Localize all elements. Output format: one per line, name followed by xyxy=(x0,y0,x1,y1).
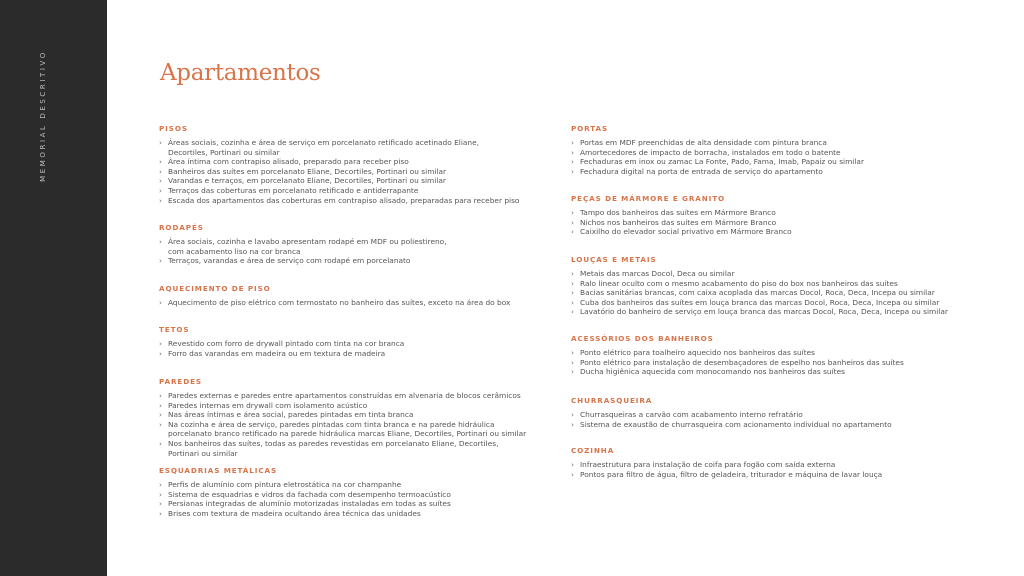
bullet-icon: › xyxy=(159,400,162,410)
list-item xyxy=(571,227,1011,237)
list-item-text: Revestido com forro de drywall pintado com tinta na cor branca xyxy=(168,339,405,348)
bullet-icon: › xyxy=(159,256,162,266)
list-item-text: Sistema de esquadrias e vidros da fachada com desempenho termoacústico xyxy=(168,489,451,499)
sidebar xyxy=(0,0,107,576)
list-item-text: Banheiros das suítes em porcelanato Eliane, Decortiles, Portinari ou similar xyxy=(168,166,447,176)
list-item xyxy=(159,138,559,148)
list-item xyxy=(159,449,559,459)
list-item-text: Tampo dos banheiros das suítes em Mármore Branco xyxy=(580,208,776,217)
section-pisos xyxy=(159,124,559,205)
bullet-icon: › xyxy=(571,278,574,288)
list-item xyxy=(571,298,1011,308)
list-item-text: Amortecedores de impacto de borracha, instalados em todo o batente xyxy=(580,147,841,157)
list-item xyxy=(159,247,559,257)
list-item-text: Aquecimento de piso elétrico com termostato no banheiro das suítes, exceto na área do box xyxy=(168,298,511,307)
list-item-text: Metais das marcas Docol, Deca ou similar xyxy=(580,269,735,278)
list-item xyxy=(571,358,1011,368)
list-item-text: Ralo linear oculto com o mesmo acabamento do piso do box nos banheiros das suítes xyxy=(580,278,898,288)
list-item xyxy=(571,167,1011,177)
list-item-text: Cuba dos banheiros das suítes em louça branca das marcas Docol, Roca, Deca, Incepa ou similar xyxy=(580,297,940,307)
section-heading: AQUECIMENTO DE PISO xyxy=(159,284,271,293)
list-item xyxy=(159,410,559,420)
list-item-text: Varandas e terraços, em porcelanato Eliane, Decortiles, Portinari ou similar xyxy=(168,176,446,186)
bullet-icon: › xyxy=(159,176,162,186)
list-item-text: Terraços das coberturas em porcelanato retificado e antiderrapante xyxy=(168,185,419,195)
page-title: Apartamentos xyxy=(160,60,321,86)
list-item-text: Paredes internas em drywall com isolamento acústico xyxy=(168,400,368,410)
bullet-icon: › xyxy=(571,217,574,227)
list-item xyxy=(159,256,559,266)
list-item xyxy=(159,196,559,206)
list-item xyxy=(159,499,559,509)
item-list xyxy=(571,460,1011,479)
list-item xyxy=(159,176,559,186)
bullet-icon: › xyxy=(571,269,574,278)
section-heading: TETOS xyxy=(159,325,190,334)
bullet-icon: › xyxy=(571,138,574,147)
bullet-icon: › xyxy=(159,348,162,358)
section-tetos xyxy=(159,325,559,358)
item-list xyxy=(571,410,1011,429)
list-item xyxy=(159,439,559,449)
list-item-text: Caixilho do elevador social privativo em Mármore Branco xyxy=(580,227,792,237)
list-item-text: Área sociais, cozinha e lavabo apresentam rodapé em MDF ou poliestireno, xyxy=(168,237,447,246)
list-item-text: Ponto elétrico para toalheiro aquecido nos banheiros das suítes xyxy=(580,348,816,357)
list-item xyxy=(159,509,559,519)
item-list xyxy=(159,138,559,205)
item-list xyxy=(571,208,1011,237)
list-item-text: Churrasqueiras a carvão com acabamento interno refratário xyxy=(580,410,803,419)
list-item xyxy=(159,429,559,439)
bullet-icon: › xyxy=(571,367,574,377)
list-item xyxy=(571,138,1011,148)
list-item xyxy=(159,148,559,158)
sidebar-label: MEMORIAL DESCRITIVO xyxy=(39,50,47,182)
section-acessorios-dos-banheiros xyxy=(571,334,1011,377)
list-item-text: Portas em MDF preenchidas de alta densidade com pintura branca xyxy=(580,138,827,147)
section-heading: CHURRASQUEIRA xyxy=(571,396,653,405)
list-item-text: Terraços, varandas e área de serviço com rodapé em porcelanato xyxy=(168,256,411,266)
bullet-icon: › xyxy=(571,307,574,317)
bullet-icon: › xyxy=(159,438,162,448)
section-heading: PISOS xyxy=(159,124,188,133)
list-item xyxy=(571,420,1011,430)
list-item-text: Persianas integradas de alumínio motorizadas instaladas em todas as suítes xyxy=(168,499,451,509)
list-item-text: Área íntima com contrapiso alisado, preparado para receber piso xyxy=(168,157,409,167)
bullet-icon: › xyxy=(571,410,574,419)
item-list xyxy=(159,391,559,458)
list-item xyxy=(159,339,559,349)
list-item xyxy=(571,157,1011,167)
bullet-icon: › xyxy=(159,138,162,147)
list-item xyxy=(159,490,559,500)
list-item-text: Ponto elétrico para instalação de desembaçadores de espelho nos banheiros das suítes xyxy=(580,357,904,367)
bullet-icon: › xyxy=(571,348,574,357)
section-churrasqueira xyxy=(571,396,1011,429)
section-pecas-de-marmore-e-granito xyxy=(571,194,1011,237)
section-heading: PEÇAS DE MÁRMORE E GRANITO xyxy=(571,194,726,203)
list-item-text: Portinari ou similar xyxy=(168,448,238,458)
list-item-text: Brises com textura de madeira ocultando área técnica das unidades xyxy=(168,508,421,518)
list-item xyxy=(571,470,1011,480)
bullet-icon: › xyxy=(571,460,574,469)
list-item-text: Perfis de alumínio com pintura eletrostática na cor champanhe xyxy=(168,480,402,489)
list-item-text: Fechadura digital na porta de entrada de serviço do apartamento xyxy=(580,166,823,176)
list-item xyxy=(159,349,559,359)
list-item xyxy=(571,307,1011,317)
item-list xyxy=(159,237,559,266)
bullet-icon: › xyxy=(159,298,162,307)
list-item xyxy=(571,460,1011,470)
item-list xyxy=(159,339,559,358)
list-item-text: Pontos para filtro de água, filtro de geladeira, triturador e máquina de lavar louça xyxy=(580,469,883,479)
list-item-text: Ducha higiênica aquecida com monocomando nos banheiros das suítes xyxy=(580,367,845,377)
list-item-text: Nas áreas íntimas e área social, paredes pintadas em tinta branca xyxy=(168,410,414,420)
section-heading: PAREDES xyxy=(159,377,202,386)
bullet-icon: › xyxy=(571,297,574,307)
bullet-icon: › xyxy=(159,339,162,348)
list-item xyxy=(159,237,559,247)
list-item xyxy=(159,391,559,401)
item-list xyxy=(159,480,559,518)
list-item-text: Decortiles, Portinari ou similar xyxy=(168,147,280,157)
bullet-icon: › xyxy=(159,166,162,176)
section-heading: LOUÇAS E METAIS xyxy=(571,255,657,264)
bullet-icon: › xyxy=(571,157,574,167)
list-item-text: Infraestrutura para instalação de coifa para fogão com saída externa xyxy=(580,460,836,469)
section-heading: PORTAS xyxy=(571,124,609,133)
section-heading: ACESSÓRIOS DOS BANHEIROS xyxy=(571,334,714,343)
section-aquecimento-de-piso xyxy=(159,284,559,308)
list-item-text: Lavatório do banheiro de serviço em louça branca das marcas Docol, Roca, Deca, Incepa ou similar xyxy=(580,307,948,317)
list-item xyxy=(159,186,559,196)
bullet-icon: › xyxy=(571,357,574,367)
list-item-text: Nos banheiros das suítes, todas as paredes revestidas em porcelanato Eliane, Decortiles, xyxy=(168,438,499,448)
list-item xyxy=(159,480,559,490)
list-item-text: Áreas sociais, cozinha e área de serviço em porcelanato retificado acetinado Eliane, xyxy=(168,138,479,147)
list-item xyxy=(571,148,1011,158)
bullet-icon: › xyxy=(159,185,162,195)
list-item xyxy=(571,410,1011,420)
section-esquadrias-metalicas xyxy=(159,466,559,518)
list-item xyxy=(159,157,559,167)
list-item-text: Sistema de exaustão de churrasqueira com acionamento individual no apartamento xyxy=(580,419,892,429)
bullet-icon: › xyxy=(571,469,574,479)
bullet-icon: › xyxy=(159,391,162,400)
list-item xyxy=(571,279,1011,289)
bullet-icon: › xyxy=(571,288,574,298)
bullet-icon: › xyxy=(159,157,162,167)
list-item xyxy=(571,218,1011,228)
bullet-icon: › xyxy=(159,489,162,499)
section-heading: RODAPÉS xyxy=(159,223,204,232)
bullet-icon: › xyxy=(571,147,574,157)
list-item xyxy=(571,288,1011,298)
list-item xyxy=(571,208,1011,218)
list-item-text: Na cozinha e área de serviço, paredes pintadas com tinta branca e na parede hidráulica xyxy=(168,419,495,429)
list-item-text: com acabamento liso na cor branca xyxy=(168,246,301,256)
list-item xyxy=(571,269,1011,279)
list-item-text: Escada dos apartamentos das coberturas em contrapiso alisado, preparadas para receber piso xyxy=(168,195,520,205)
bullet-icon: › xyxy=(159,237,162,246)
list-item-text: Forro das varandas em madeira ou em textura de madeira xyxy=(168,348,386,358)
list-item-text: Fechaduras em inox ou zamac La Fonte, Pado, Fama, Imab, Papaiz ou similar xyxy=(580,157,864,167)
bullet-icon: › xyxy=(159,410,162,420)
section-cozinha xyxy=(571,446,1011,479)
list-item xyxy=(571,348,1011,358)
list-item xyxy=(571,367,1011,377)
list-item xyxy=(159,420,559,430)
bullet-icon: › xyxy=(571,166,574,176)
list-item-text: Paredes externas e paredes entre apartamentos construídas em alvenaria de blocos cerâmicos xyxy=(168,391,521,400)
section-loucas-e-metais xyxy=(571,255,1011,317)
bullet-icon: › xyxy=(159,419,162,429)
list-item xyxy=(159,298,559,308)
item-list xyxy=(571,138,1011,176)
item-list xyxy=(159,298,559,308)
bullet-icon: › xyxy=(159,480,162,489)
list-item-text: Nichos nos banheiros das suítes em Mármore Branco xyxy=(580,217,777,227)
section-heading: COZINHA xyxy=(571,446,615,455)
section-portas xyxy=(571,124,1011,176)
list-item-text: porcelanato branco retificado na parede hidráulica marcas Eliane, Decortiles, Portinari ou similar xyxy=(168,429,527,439)
item-list xyxy=(571,348,1011,377)
section-rodapes xyxy=(159,223,559,266)
bullet-icon: › xyxy=(159,508,162,518)
list-item xyxy=(159,167,559,177)
bullet-icon: › xyxy=(159,499,162,509)
list-item-text: Bacias sanitárias brancas, com caixa acoplada das marcas Docol, Roca, Deca, Incepa ou similar xyxy=(580,288,935,298)
bullet-icon: › xyxy=(571,208,574,217)
section-heading: ESQUADRIAS METÁLICAS xyxy=(159,466,278,475)
item-list xyxy=(571,269,1011,317)
bullet-icon: › xyxy=(571,419,574,429)
bullet-icon: › xyxy=(571,227,574,237)
bullet-icon: › xyxy=(159,195,162,205)
list-item xyxy=(159,401,559,411)
section-paredes xyxy=(159,377,559,458)
